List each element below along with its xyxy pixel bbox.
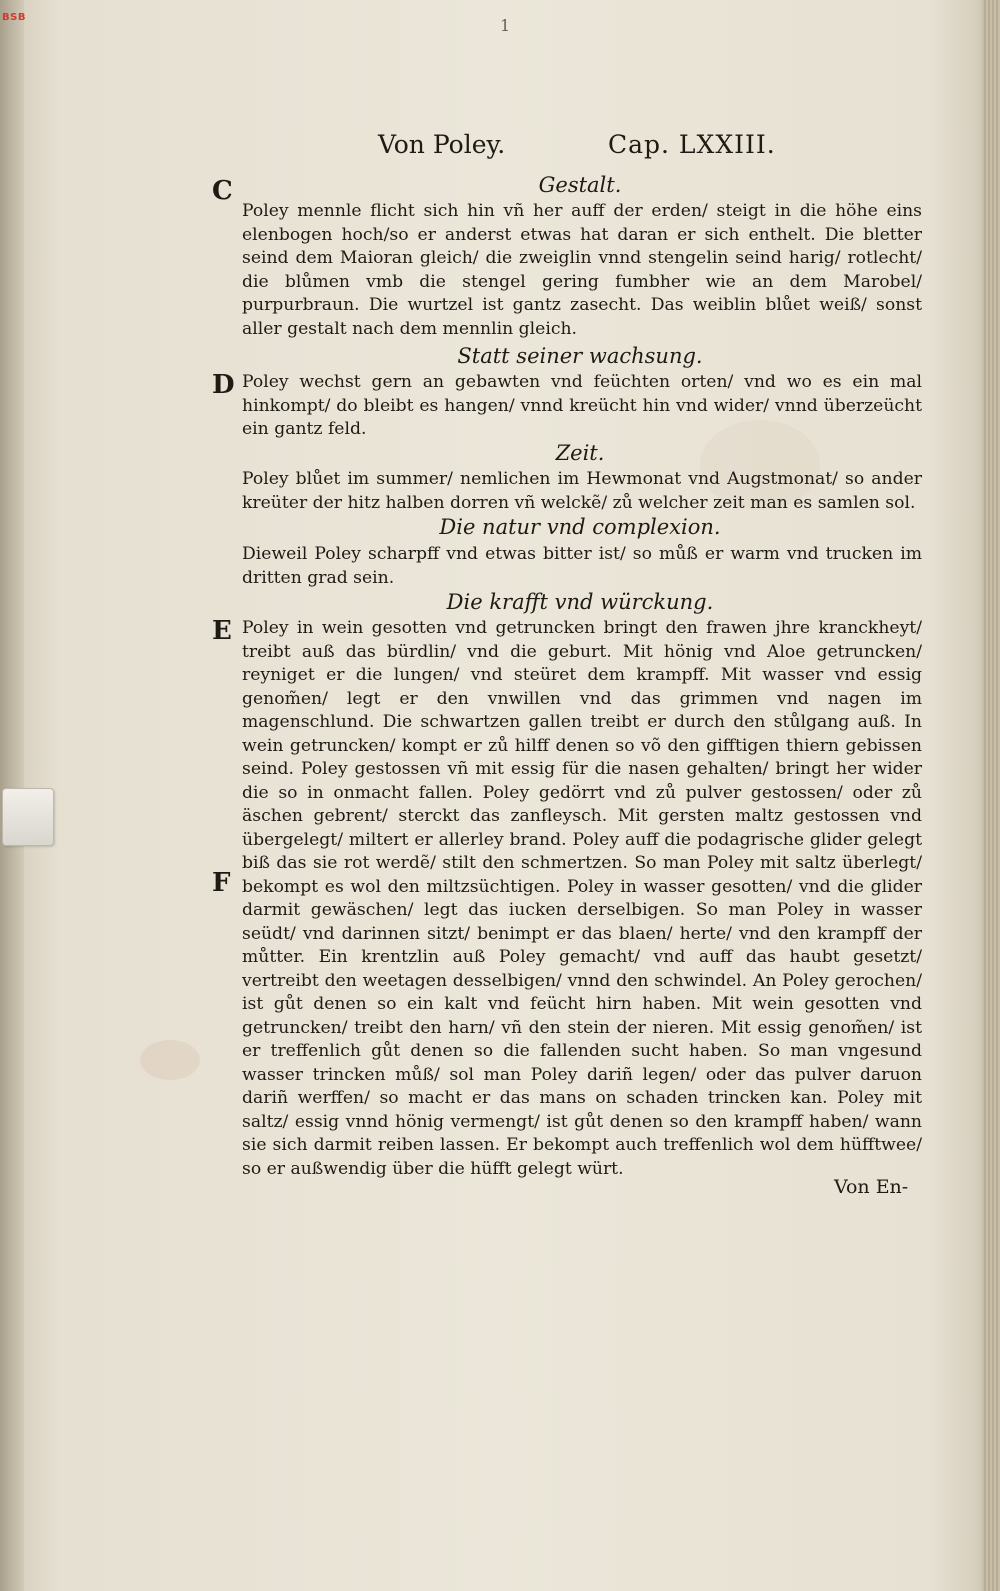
chapter-number: Cap. LXXIII. [608,130,776,159]
marginal-letter: E [212,616,232,646]
marginal-letter: F [212,868,231,898]
bookmark-tab [2,788,54,846]
marginal-letter: D [212,370,235,400]
section-text: Poley in wein gesotten vnd getruncken bringt den frawen jhre kranckheyt/ treibt auß das bürdlin/ vnd die geburt. Mit hönig vnd Aloe getruncken/ reyniget er die lungen/ vnd steüret dem krampff. Mit wasser vnd essig genom̃en/ legt er den vnwillen vnd das grimmen vnd nagen im magenschlund. Die schwartzen gallen treibt er durch den stůlgang auß. In wein getruncken/ kompt er zů hilff denen so võ den gifftigen thiern gebissen seind. Poley gestossen vñ mit essig für die nasen gehalten/ bringt her wider die so in onmacht fallen. Poley gedörrt vnd zů pulver gestossen/ oder zů äschen gebrent/ sterckt das zanfleysch. Mit gersten maltz gestossen vnd übergelegt/ miltert er allerley brand. Poley auff die podagrische glider gelegt biß das sie rot werdẽ/ stilt den schmertzen. So man Poley mit saltz überlegt/ bekompt es wol den miltzsüchtigen. Poley in wasser gesotten/ vnd die glider darmit gewäschen/ legt das iucken derselbigen. So man Poley in wasser seüdt/ vnd darinnen sitzt/ benimpt er das blaen/ herte/ vnd den krampff der můtter. Ein krentzlin auß Poley gemacht/ vnd auff das haubt gesetzt/ vertreibt den weetagen desselbigen/ vnnd den schwindel. An Poley gerochen/ ist gůt denen so ein kalt vnd feücht hirn haben. Mit wein gesotten vnd getruncken/ treibt den harn/ vñ den stein der nieren. Mit essig genom̃en/ ist er treffenlich gůt denen so die fallenden sucht haben. So man vngesund wasser trincken můß/ sol man Poley dariñ legen/ oder das pulver daruon dariñ werffen/ so macht er das mans on schaden trincken kan. Poley mit saltz/ essig vnnd hönig vermengt/ ist gůt denen so den krampff haben/ wann sie sich darmit reiben lassen. Er bekompt auch treffenlich wol dem hüfftwee/ so er außwendig über die hüfft gelegt würt. [242,618,922,1179]
section-heading: Gestalt. [538,173,622,197]
section-heading: Statt seiner wachsung. [457,344,703,368]
section-text: Poley mennle flicht sich hin vñ her auff der erden/ steigt in die höhe eins elenbogen hoch/so er anderst etwas hat daran er sich enthelt. Die bletter seind dem Maioran gleich/ die zweiglin vnnd stengelin seind harig/ rotlecht/ die blůmen vmb die stengel gering fumbher wie an dem Marobel/ purpurbraun. Die wurtzel ist gantz zasecht. Das weiblin blůet weiß/ sonst aller gestalt nach dem mennlin gleich. [242,201,922,339]
section-text: Poley blůet im summer/ nemlichen im Hewmonat vnd Augstmonat/ so ander kreüter der hitz halben dorren vñ welckẽ/ zů welcher zeit man es samlen sol. [242,469,922,513]
running-title: Von Poley. [378,130,506,159]
marginal-letter: C [212,176,233,206]
section-text: Poley wechst gern an gebawten vnd feüchten orten/ vnd wo es ein mal hinkompt/ do bleibt es hangen/ vnnd kreücht hin vnd wider/ vnnd überzeücht ein gantz feld. [242,372,922,439]
folio-mark: 1 [500,16,511,35]
page-edges [982,0,1000,1591]
section-text: Dieweil Poley scharpff vnd etwas bitter ist/ so můß er warm vnd trucken im dritten grad sein. [242,544,922,588]
catchword: Von En- [834,1176,909,1198]
library-mark: BSB [2,12,26,23]
running-header [378,130,798,170]
section-heading: Die natur vnd complexion. [439,515,721,539]
section-heading: Zeit. [555,441,605,465]
paper-stain [140,1040,200,1080]
section-heading: Die krafft vnd würckung. [446,590,714,614]
